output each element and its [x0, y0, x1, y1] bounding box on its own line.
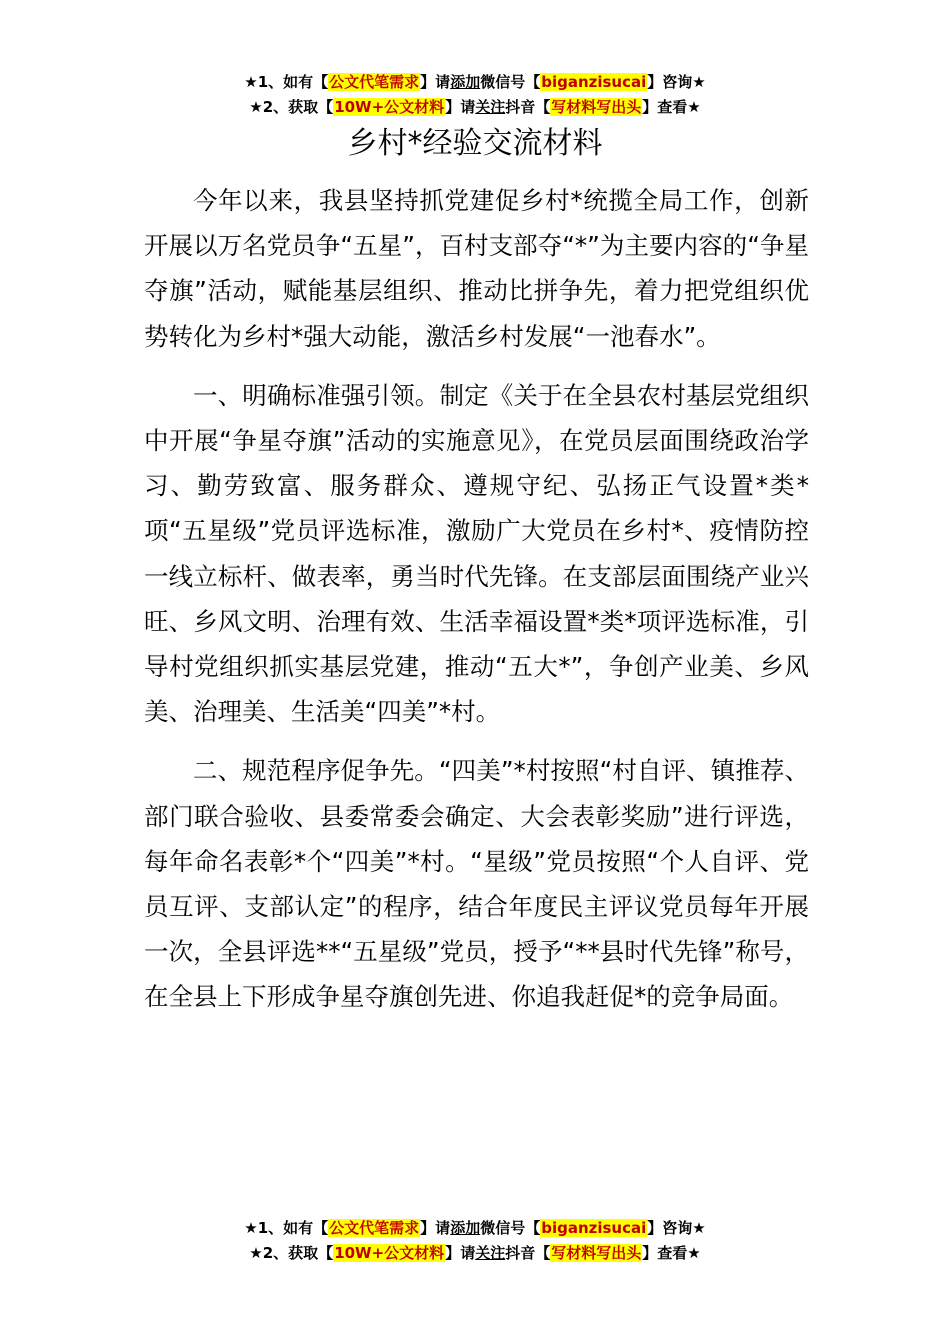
banner-text: 】请: [420, 1219, 451, 1237]
banner-underlined: 关注: [475, 1244, 506, 1262]
banner-underlined: 添加: [450, 73, 481, 91]
banner-highlight: 公文代笔需求: [329, 73, 420, 91]
banner-text: 微信号【: [480, 73, 541, 91]
banner-line-1: [0, 70, 950, 95]
banner-text: 】请: [420, 73, 451, 91]
banner-text: 】查看★: [642, 1244, 701, 1262]
banner-highlight: biganzisucai: [541, 1219, 647, 1237]
banner-text: 】查看★: [642, 98, 701, 116]
banner-text: 抖音【: [505, 98, 551, 116]
banner-text: 】请: [445, 1244, 476, 1262]
banner-text: 抖音【: [505, 1244, 551, 1262]
paragraph-intro: 今年以来，我县坚持抓党建促乡村*统揽全局工作，创新开展以万名党员争“五星”，百村支部夺“*”为主要内容的“争星夺旗”活动，赋能基层组织、推动比拼争先，着力把党组织优势转化为乡村*强大动能，激活乡村发展“一池春水”。: [144, 186, 809, 351]
banner-highlight: biganzisucai: [541, 73, 647, 91]
header-banner: [0, 70, 950, 120]
banner-text: 】咨询★: [647, 1219, 706, 1237]
banner-text: 】请: [445, 98, 476, 116]
banner-underlined: 添加: [450, 1219, 481, 1237]
banner-highlight: 10W+公文材料: [334, 98, 445, 116]
banner-line-2: [0, 1241, 950, 1266]
banner-text: 微信号【: [480, 1219, 541, 1237]
document-body: [144, 178, 809, 1034]
banner-highlight: 写材料写出头: [551, 98, 642, 116]
banner-highlight: 公文代笔需求: [329, 1219, 420, 1237]
paragraph-section-2: 二、规范程序促争先。“四美”*村按照“村自评、镇推荐、部门联合验收、县委常委会确定、大会表彰奖励”进行评选，每年命名表彰*个“四美”*村。“星级”党员按照“个人自评、党员互评、支部认定”的程序，结合年度民主评议党员每年开展一次，全县评选**“五星级”党员，授予“**县时代先锋”称号，在全县上下形成争星夺旗创先进、你追我赶促*的竞争局面。: [144, 756, 809, 1012]
banner-underlined: 关注: [475, 98, 506, 116]
footer-banner: [0, 1216, 950, 1266]
banner-highlight: 10W+公文材料: [334, 1244, 445, 1262]
banner-text: ★2、获取【: [249, 98, 334, 116]
banner-text: 】咨询★: [647, 73, 706, 91]
banner-highlight: 写材料写出头: [551, 1244, 642, 1262]
banner-line-1: [0, 1216, 950, 1241]
banner-text: ★2、获取【: [249, 1244, 334, 1262]
paragraph-section-1: 一、明确标准强引领。制定《关于在全县农村基层党组织中开展“争星夺旗”活动的实施意见》，在党员层面围绕政治学习、勤劳致富、服务群众、遵规守纪、弘扬正气设置*类*项“五星级”党员评选标准，激励广大党员在乡村*、疫情防控一线立标杆、做表率，勇当时代先锋。在支部层面围绕产业兴旺、乡风文明、治理有效、生活幸福设置*类*项评选标准，引导村党组织抓实基层党建，推动“五大*”，争创产业美、乡风美、治理美、生活美“四美”*村。: [144, 380, 809, 727]
banner-text: ★1、如有【: [244, 1219, 329, 1237]
banner-line-2: [0, 95, 950, 120]
banner-text: ★1、如有【: [244, 73, 329, 91]
document-title: 乡村*经验交流材料: [347, 126, 603, 161]
